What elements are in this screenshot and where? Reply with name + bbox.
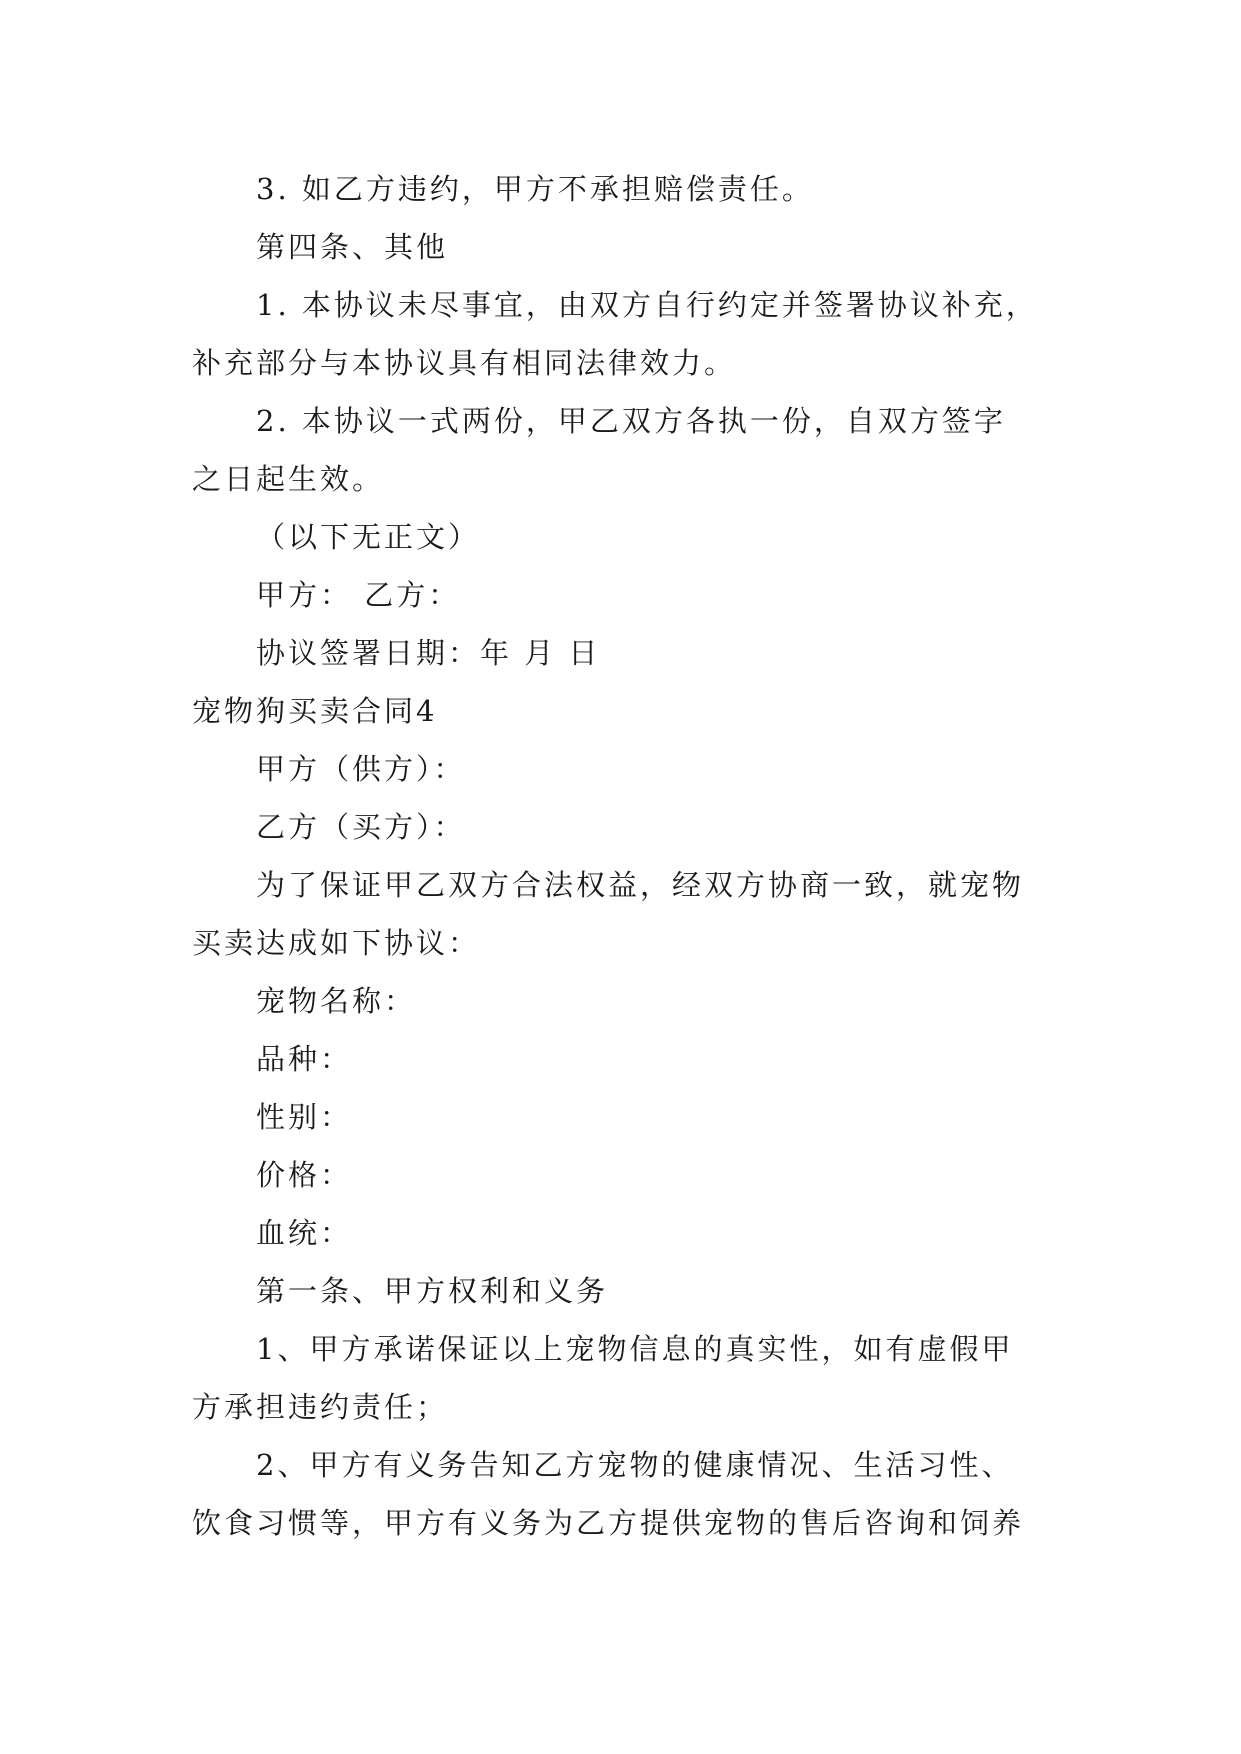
document-line: 宠物狗买卖合同4 (192, 694, 438, 728)
document-line: 2. 本协议一式两份，甲乙双方各执一份，自双方签字 (256, 404, 1006, 438)
document-line: 品种： (256, 1042, 353, 1076)
document-line: 第一条、甲方权利和义务 (256, 1274, 609, 1308)
document-line: 乙方（买方）： (256, 810, 466, 844)
document-line: 价格： (256, 1158, 353, 1192)
document-line: 饮食习惯等，甲方有义务为乙方提供宠物的售后咨询和饲养 (192, 1506, 1025, 1540)
document-line: 之日起生效。 (192, 462, 385, 496)
document-line: 方承担违约责任； (192, 1390, 449, 1424)
document-line: （以下无正文） (256, 520, 481, 554)
document-line: 性别： (256, 1100, 353, 1134)
document-line: 3. 如乙方违约，甲方不承担赔偿责任。 (256, 172, 814, 206)
document-line: 宠物名称： (256, 984, 417, 1018)
document-line: 买卖达成如下协议： (192, 926, 481, 960)
document-line: 血统： (256, 1216, 353, 1250)
document-line: 1. 本协议未尽事宜，由双方自行约定并签署协议补充， (256, 288, 1038, 322)
document-line: 补充部分与本协议具有相同法律效力。 (192, 346, 737, 380)
document-line: 甲方： 乙方： (256, 578, 461, 612)
document-body (192, 160, 1062, 1552)
document-line: 2、甲方有义务告知乙方宠物的健康情况、生活习性、 (256, 1448, 1014, 1482)
document-line: 协议签署日期：年 月 日 (256, 636, 601, 670)
document-line: 甲方（供方）： (256, 752, 466, 786)
document-line: 1、甲方承诺保证以上宠物信息的真实性，如有虚假甲 (256, 1332, 1014, 1366)
document-line: 为了保证甲乙双方合法权益，经双方协商一致，就宠物 (256, 868, 1025, 902)
document-line: 第四条、其他 (256, 230, 449, 264)
